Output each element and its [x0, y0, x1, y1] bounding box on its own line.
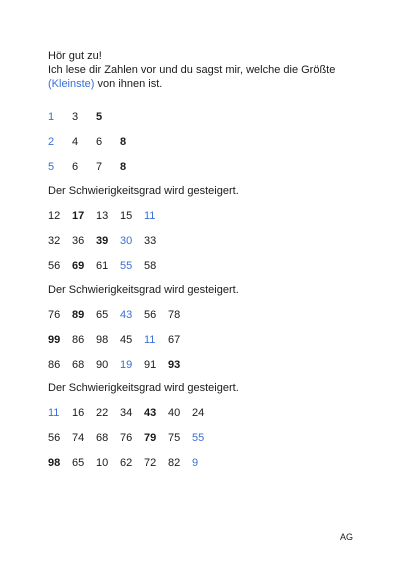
number: 3	[72, 111, 79, 123]
number: 62	[120, 457, 133, 469]
smallest-number: 9	[192, 457, 199, 469]
largest-number: 89	[72, 309, 85, 321]
number: 86	[72, 334, 85, 346]
number: 4	[72, 136, 79, 148]
number: 56	[48, 432, 61, 444]
smallest-number: 11	[144, 210, 156, 222]
smallest-number: 1	[48, 111, 55, 123]
number: 24	[192, 407, 205, 419]
smallest-number: 19	[120, 359, 133, 371]
number: 13	[96, 210, 109, 222]
number: 91	[144, 359, 157, 371]
instruction-line-3	[48, 77, 335, 91]
largest-number: 99	[48, 334, 61, 346]
number: 76	[120, 432, 133, 444]
number: 75	[168, 432, 181, 444]
smallest-number: 2	[48, 136, 55, 148]
largest-number: 79	[144, 432, 157, 444]
number: 86	[48, 359, 61, 371]
largest-number: 93	[168, 359, 181, 371]
number: 10	[96, 457, 109, 469]
largest-number: 8	[120, 161, 127, 173]
largest-number: 69	[72, 260, 85, 272]
number: 56	[48, 260, 61, 272]
author-initials: AG	[339, 532, 353, 542]
largest-number: 17	[72, 210, 85, 222]
number: 6	[72, 161, 79, 173]
smallest-number: 11	[144, 334, 156, 346]
smallest-hint: (Kleinste)	[48, 78, 95, 90]
number: 76	[48, 309, 61, 321]
number: 45	[120, 334, 133, 346]
largest-number: 39	[96, 235, 109, 247]
largest-number: 43	[144, 407, 157, 419]
difficulty-notice: Der Schwierigkeitsgrad wird gesteigert.	[48, 382, 239, 394]
smallest-number: 55	[120, 260, 133, 272]
instruction-line-2: Ich lese dir Zahlen vor und du sagst mir, welche die Größte	[48, 64, 336, 76]
number: 58	[144, 260, 157, 272]
number: 22	[96, 407, 109, 419]
number: 33	[144, 235, 157, 247]
number: 74	[72, 432, 85, 444]
difficulty-notice: Der Schwierigkeitsgrad wird gesteigert.	[48, 185, 239, 197]
number: 72	[144, 457, 157, 469]
number: 36	[72, 235, 85, 247]
smallest-number: 43	[120, 309, 133, 321]
smallest-number: 5	[48, 161, 55, 173]
number: 98	[96, 334, 109, 346]
instruction-line-1: Hör gut zu!	[48, 50, 102, 62]
number: 56	[144, 309, 157, 321]
number: 7	[96, 161, 103, 173]
number: 15	[120, 210, 133, 222]
number: 68	[72, 359, 85, 371]
number: 82	[168, 457, 181, 469]
number: 32	[48, 235, 61, 247]
instruction-line-3-rest: von ihnen ist.	[94, 78, 163, 90]
number: 12	[48, 210, 61, 222]
number: 6	[96, 136, 103, 148]
number: 16	[72, 407, 85, 419]
instructions	[48, 49, 335, 91]
number: 40	[168, 407, 181, 419]
smallest-number: 30	[120, 235, 133, 247]
smallest-number: 11	[48, 407, 60, 419]
largest-number: 98	[48, 457, 61, 469]
number: 65	[72, 457, 85, 469]
number: 65	[96, 309, 109, 321]
number: 68	[96, 432, 109, 444]
number: 90	[96, 359, 109, 371]
number: 34	[120, 407, 133, 419]
difficulty-notice: Der Schwierigkeitsgrad wird gesteigert.	[48, 284, 239, 296]
number: 78	[168, 309, 181, 321]
number: 67	[168, 334, 181, 346]
number: 61	[96, 260, 109, 272]
largest-number: 8	[120, 136, 127, 148]
smallest-number: 55	[192, 432, 205, 444]
largest-number: 5	[96, 111, 103, 123]
